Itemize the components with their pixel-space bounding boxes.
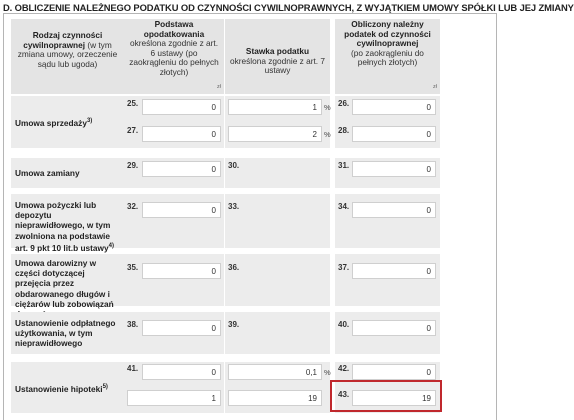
row-label-loan: [11, 194, 124, 253]
exchange-rate-cell: [225, 158, 330, 188]
footnote-4: 4): [108, 242, 114, 249]
footnote-5: 5): [102, 384, 108, 390]
field-26-input[interactable]: 0: [352, 99, 436, 115]
field-41b-input[interactable]: 1: [127, 390, 221, 406]
field-number: 37.: [338, 263, 350, 272]
footnote-3: 3): [86, 118, 93, 124]
rate-mortgage-b-input[interactable]: 19: [228, 390, 322, 406]
header-activity-type-desc: (w tym zmiana umowy, orzeczenie sądu lub ugoda): [17, 39, 118, 69]
field-number: 28.: [338, 126, 350, 135]
row-label-mortgage-text: Ustanowienie hipoteki: [15, 383, 103, 394]
field-number: 26.: [338, 99, 350, 108]
field-27-input[interactable]: 0: [142, 126, 221, 142]
loan-rate-cell: [225, 194, 330, 248]
header-calculated-tax: [335, 19, 440, 94]
unit-label: zł: [433, 83, 437, 90]
field-number: 35.: [127, 263, 139, 272]
field-31-input[interactable]: 0: [352, 161, 436, 177]
donation-rate-cell: [225, 254, 330, 306]
field-number: 38.: [127, 320, 139, 329]
field-38-input[interactable]: 0: [142, 320, 221, 336]
percent-sign: %: [324, 103, 331, 112]
field-41-input[interactable]: 0: [142, 364, 221, 380]
row-label-usufruct-text: Ustanowienie odpłatnego użytkowania, w tym nieprawidłowego: [15, 318, 116, 349]
field-number: 36.: [228, 263, 240, 272]
field-number: 34.: [338, 202, 350, 211]
row-label-sale: [11, 96, 124, 148]
header-calculated-tax-desc: (po zaokrągleniu do pełnych złotych): [351, 47, 424, 67]
field-number: 39.: [228, 320, 240, 329]
rate-mortgage-input[interactable]: 0,1: [228, 364, 322, 380]
field-number: 40.: [338, 320, 350, 329]
percent-sign: %: [324, 368, 331, 377]
row-label-loan-text: Umowa pożyczki lub depozytu nieprawidłowego, w tym zwolniona na podstawie art. 9 pkt 10 lit.b ustawy: [15, 200, 111, 253]
row-label-exchange: [11, 158, 124, 188]
header-tax-base: [124, 19, 224, 94]
row-label-mortgage: [11, 362, 124, 413]
rate-2-input[interactable]: 2: [228, 126, 322, 142]
rate-1-input[interactable]: 1: [228, 99, 322, 115]
header-tax-rate: [225, 19, 330, 94]
field-number: 31.: [338, 161, 350, 170]
row-label-donation: [11, 254, 124, 309]
field-number: 41.: [127, 364, 139, 373]
header-tax-base-bold: Podstawa opodatkowania: [143, 19, 205, 39]
field-25-input[interactable]: 0: [142, 99, 221, 115]
percent-sign: %: [324, 130, 331, 139]
usufruct-rate-cell: [225, 312, 330, 354]
field-number: 43.: [338, 390, 350, 399]
header-calculated-tax-bold: Obliczony należny podatek od czynności cywilnoprawnej: [344, 19, 431, 48]
header-tax-base-desc: określona zgodnie z art. 6 ustawy (po zaokrągleniu do pełnych złotych): [129, 38, 219, 77]
row-label-exchange-text: Umowa zamiany: [15, 168, 80, 178]
field-number: 29.: [127, 161, 139, 170]
highlight-box: [330, 380, 442, 412]
field-29-input[interactable]: 0: [142, 161, 221, 177]
row-label-usufruct: [11, 312, 124, 354]
header-activity-type: [11, 19, 124, 94]
unit-label: zł: [217, 83, 221, 90]
row-label-sale-text: Umowa sprzedaży: [15, 117, 87, 128]
field-37-input[interactable]: 0: [352, 263, 436, 279]
donation-base-cell: [124, 254, 224, 306]
field-40-input[interactable]: 0: [352, 320, 436, 336]
field-35-input[interactable]: 0: [142, 263, 221, 279]
header-activity-type-bold: Rodzaj czynności cywilnoprawnej: [23, 30, 103, 50]
field-number: 30.: [228, 161, 240, 170]
row-label-donation-text: Umowa darowizny w części dotyczącej przejęcia przez obdarowanego długów i ciężarów lub zobowiązań: [15, 258, 114, 309]
field-number: 32.: [127, 202, 139, 211]
field-number: 25.: [127, 99, 139, 108]
header-tax-rate-desc: określona zgodnie z art. 7 ustawy: [229, 55, 325, 75]
field-28-input[interactable]: 0: [352, 126, 436, 142]
field-42-input[interactable]: 0: [352, 364, 436, 380]
field-43-input[interactable]: 19: [352, 390, 436, 406]
field-number: 42.: [338, 364, 350, 373]
field-34-input[interactable]: 0: [352, 202, 436, 218]
field-number: 33.: [228, 202, 240, 211]
donation-tax-cell: [335, 254, 440, 306]
field-number: 27.: [127, 126, 139, 135]
header-tax-rate-bold: Stawka podatku: [245, 46, 310, 56]
section-title: D. OBLICZENIE NALEŻNEGO PODATKU OD CZYNNOŚCI CYWILNOPRAWNYCH, Z WYJĄTKIEM UMOWY SPÓŁKI LUB JEJ ZMIANY: [3, 2, 574, 13]
field-32-input[interactable]: 0: [142, 202, 221, 218]
